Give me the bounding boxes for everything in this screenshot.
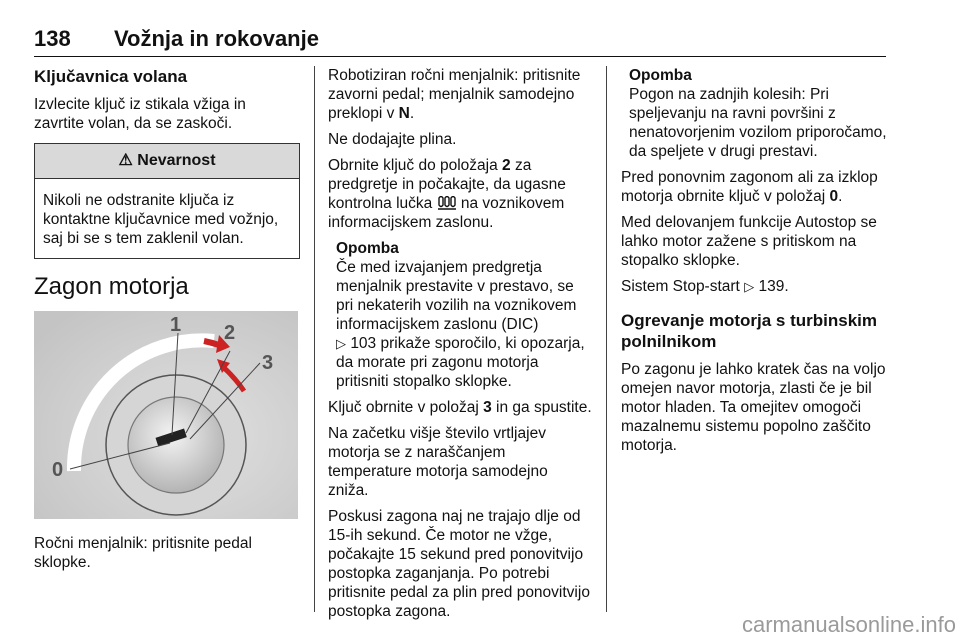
warning-header	[35, 144, 299, 179]
heading-engine-start: Zagon motorja	[34, 273, 189, 300]
page-ref-arrow-icon: ▷	[744, 279, 755, 294]
attempts-paragraph: Poskusi zagona naj ne trajajo dlje od 15-ih sekund. Če motor ne vžge, počakajte 15 sekund pred ponovitvijo postopka zaganjanja. Po potrebi pritisnite pedal za plin pred ponovitvijo postopka zagona.	[328, 508, 590, 620]
stop-start-page-link[interactable]: 139.	[758, 278, 789, 295]
column-1	[34, 66, 300, 579]
pos3-text-a: Ključ obrnite v položaj	[328, 399, 484, 416]
stop-start-ref	[621, 277, 887, 296]
chapter-title: Vožnja in rokovanje	[114, 26, 319, 51]
stop-start-text: Sistem Stop-start	[621, 278, 740, 295]
preheat-text-a: Obrnite ključ do položaja	[328, 157, 503, 174]
preheat-text-c: na voznikovem informacijskem zaslonu.	[328, 195, 565, 231]
warning-title: Nevarnost	[137, 152, 216, 169]
gear-n: N	[398, 105, 410, 122]
restart-paragraph	[621, 168, 887, 206]
preheat-paragraph	[328, 156, 592, 232]
restart-text-a: Pred ponovnim zagonom ali za izklop motorja obrnite ključ v položaj	[621, 169, 878, 205]
autostop-paragraph: Med delovanjem funkcije Autostop se lahko motor zažene s pritiskom na stopalko sklopke.	[621, 214, 877, 269]
robotized-end: .	[409, 105, 415, 122]
glow-plug-icon	[437, 196, 457, 210]
column-2	[328, 66, 592, 628]
page-header	[34, 26, 886, 56]
column-3	[621, 66, 887, 462]
warning-box	[34, 143, 300, 259]
page-number: 138	[34, 26, 71, 51]
position-0: 0	[829, 188, 839, 205]
note-text-a: Če med izvajanjem predgretja menjalnik prestavite v prestavo, se pri nekaterih vozilih na voznikovem informacijskem zaslonu (DIC)	[336, 259, 577, 333]
ignition-figure	[34, 311, 300, 524]
label-1: 1	[170, 314, 182, 336]
column-divider-1	[314, 66, 315, 612]
note-box-rwd	[629, 66, 887, 161]
note-text	[336, 258, 592, 391]
note-title: Opomba	[629, 67, 692, 84]
heading-steering-lock: Ključavnica volana	[34, 67, 188, 86]
lock-paragraph: Izvlecite ključ iz stikala vžiga in zavrtite volan, da se zaskoči.	[34, 96, 246, 132]
red-arrow-12	[204, 341, 219, 345]
note-text-b[interactable]: 103 prikaže sporočilo, ki opozarja, da morate pri zagonu motorja pritisniti stopalko sklopke.	[336, 335, 585, 390]
idle-paragraph: Na začetku višje število vrtljajev motorja se z naraščanjem temperature motorja samodejno zniža.	[328, 425, 548, 499]
position-2: 2	[502, 157, 511, 174]
position-3-paragraph	[328, 398, 592, 417]
restart-text-b: .	[838, 188, 843, 205]
note-box-preheat	[336, 239, 592, 391]
label-2: 2	[224, 322, 236, 344]
label-0: 0	[52, 459, 64, 481]
note-text: Pogon na zadnjih kolesih: Pri speljevanju na ravni površini z nenatovorjenim vozilom priporočamo, da speljete v drugi prestavi.	[629, 86, 887, 160]
pos3-text-b: in ga spustite.	[491, 399, 592, 416]
manual-gearbox-paragraph: Ročni menjalnik: pritisnite pedal sklopke.	[34, 535, 252, 571]
no-throttle-paragraph: Ne dodajajte plina.	[328, 131, 457, 148]
warning-triangle-icon: ⚠	[118, 152, 133, 169]
robotized-paragraph	[328, 66, 592, 123]
robotized-text: Robotiziran ročni menjalnik: pritisnite zavorni pedal; menjalnik samodejno preklopi v	[328, 67, 581, 122]
ignition-cylinder	[128, 397, 224, 493]
heading-turbo-warmup: Ogrevanje motorja s turbinskim polnilnikom	[621, 311, 878, 351]
page-ref-arrow-icon: ▷	[336, 336, 346, 351]
ignition-key-illustration	[34, 311, 298, 519]
label-3: 3	[262, 352, 274, 374]
position-3: 3	[483, 399, 492, 416]
preheat-text-b: za predgretje in počakajte, da ugasne kontrolna lučka	[328, 157, 566, 212]
warning-text: Nikoli ne odstranite ključa iz kontaktne ključavnice med vožnjo, saj bi se s tem zaklenil volan.	[43, 192, 279, 247]
note-title: Opomba	[336, 240, 399, 257]
turbo-paragraph: Po zagonu je lahko kratek čas na voljo omejen navor motorja, zlasti če je bil motor hladen. Ta omejitev omogoči mazalnemu sistemu popolno zaščito motorja.	[621, 361, 886, 454]
column-divider-2	[606, 66, 607, 612]
watermark: carmanualsonline.info	[741, 612, 956, 637]
header-rule	[34, 56, 886, 57]
